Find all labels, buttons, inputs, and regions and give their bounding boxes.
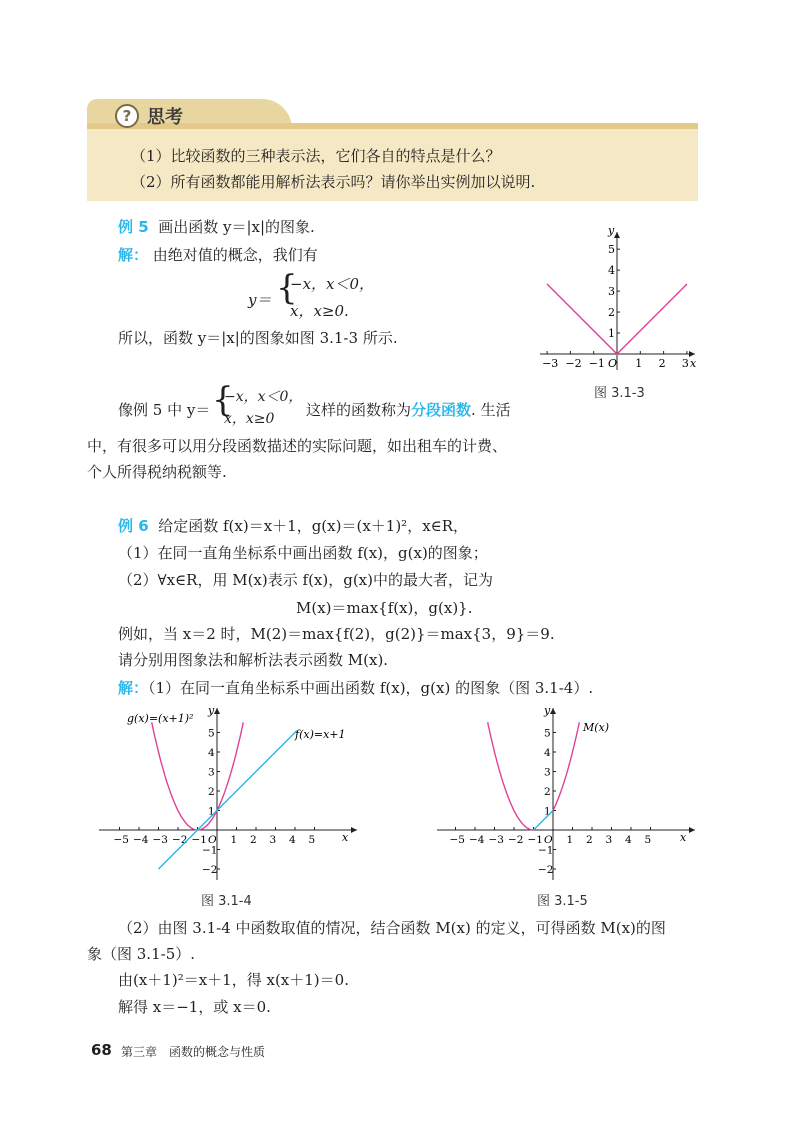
example6-line-2: （1）在同一直角坐标系中画出函数 f(x)，g(x)的图象； <box>118 544 488 562</box>
example5-conclusion: 所以，函数 y＝|x|的图象如图 3.1-3 所示. <box>118 329 398 347</box>
x-tick-label: 4 <box>289 834 296 846</box>
paragraph-case-1: −x，x＜0， <box>224 389 303 405</box>
figure-3-1-3 <box>530 220 700 380</box>
x-tick-label: 2 <box>658 357 666 370</box>
example5-label: 例 5 <box>118 218 149 236</box>
solution-4: 解得 x＝−1，或 x＝0. <box>118 998 271 1016</box>
paragraph-rest: . 生活 <box>471 401 511 419</box>
y-tick-label: 4 <box>544 747 551 759</box>
example6-line-3: （2）∀x∈R，用 M(x)表示 f(x)，g(x)中的最大者，记为 <box>118 571 493 589</box>
paragraph-mid <box>306 400 511 420</box>
x-axis-label: x <box>690 357 697 370</box>
x-tick-label: −3 <box>542 357 559 370</box>
x-tick-label: 5 <box>644 834 652 846</box>
y-tick-label: −2 <box>202 864 218 876</box>
y-tick-label: 1 <box>208 805 215 818</box>
x-tick-label: −1 <box>527 834 543 846</box>
x-tick-label: 1 <box>566 834 574 846</box>
paragraph-mid-text: 这样的函数称为 <box>306 401 412 419</box>
x-tick-label: −4 <box>133 834 149 846</box>
paragraph-line-2: 中，有很多可以用分段函数描述的实际问题，如出租车的计费、 <box>87 437 508 455</box>
example6-line-6: 请分别用图象法和解析法表示函数 M(x). <box>118 651 389 669</box>
y-axis-arrow <box>214 708 220 714</box>
x-axis-arrow <box>351 827 357 833</box>
solution-label: 解： <box>118 246 149 264</box>
f-line <box>159 731 297 869</box>
y-tick-label: −1 <box>538 844 554 857</box>
example5-heading <box>118 217 315 237</box>
think-question-2: （2）所有函数都能用解析法表示吗？请你举出实例加以说明. <box>131 173 536 191</box>
y-tick-label: 3 <box>208 766 215 779</box>
y-tick-label: 5 <box>608 243 615 257</box>
solution-text: 由绝对值的概念，我们有 <box>152 246 318 264</box>
x-tick-label: 1 <box>635 357 643 370</box>
y-tick-label: 1 <box>608 327 615 341</box>
y-tick-label: 3 <box>608 285 615 299</box>
solution6-label: 解： <box>118 679 149 697</box>
figure-3-1-5 <box>433 700 703 885</box>
x-tick-label: 1 <box>230 834 238 846</box>
x-tick-label: −4 <box>469 834 485 846</box>
piecewise-brace: { <box>276 268 298 308</box>
figure-3-1-4 <box>95 700 365 885</box>
y-tick-label: 3 <box>544 766 551 779</box>
paragraph-line-3: 个人所得税纳税额等. <box>87 463 227 481</box>
x-tick-label: −2 <box>172 834 188 846</box>
g-curve <box>152 722 244 830</box>
piecewise-case-1: −x，x＜0， <box>290 275 375 293</box>
y-tick-label: 4 <box>608 264 615 278</box>
y-axis-label: y <box>208 704 215 717</box>
piecewise-case-2: x，x≥0. <box>290 302 349 320</box>
f-label: f(x)=x+1 <box>295 728 346 741</box>
chapter-title: 第三章 函数的概念与性质 <box>121 1045 266 1059</box>
x-axis-arrow <box>689 827 695 833</box>
example5-text: 画出函数 y＝|x|的图象. <box>158 218 315 236</box>
x-tick-label: 2 <box>586 834 593 846</box>
m-label: M(x) <box>583 721 610 734</box>
piecewise-y: y＝ <box>248 291 272 309</box>
y-axis-label: y <box>608 224 615 237</box>
page-number: 68 <box>91 1041 112 1059</box>
y-axis-arrow <box>550 708 556 714</box>
x-tick-label: O <box>544 834 553 846</box>
solution6-text: （1）在同一直角坐标系中画出函数 f(x)，g(x) 的图象（图 3.1-4）. <box>148 679 594 697</box>
x-tick-label: −2 <box>508 834 524 846</box>
y-tick-label: 5 <box>208 727 215 740</box>
y-axis-arrow <box>614 232 620 238</box>
x-tick-label: 5 <box>308 834 316 846</box>
question-icon: ? <box>115 104 139 128</box>
x-axis-label: x <box>342 831 349 844</box>
solution-3: 由(x＋1)²＝x＋1，得 x(x＋1)＝0. <box>118 971 349 989</box>
x-tick-label: 2 <box>250 834 257 846</box>
x-axis-label: x <box>680 831 687 844</box>
example6-heading <box>118 516 468 536</box>
y-tick-label: 4 <box>208 747 215 759</box>
term-piecewise: 分段函数 <box>411 401 472 419</box>
example6-label: 例 6 <box>118 517 149 535</box>
y-tick-label: −2 <box>538 864 554 876</box>
x-tick-label: 3 <box>605 834 613 846</box>
m-left-curve <box>488 722 534 830</box>
x-tick-label: 4 <box>625 834 632 846</box>
y-tick-label: −1 <box>202 844 218 857</box>
solution-2-line-a: （2）由图 3.1-4 中函数取值的情况，结合函数 M(x) 的定义，可得函数 M(x)的图 <box>118 919 666 937</box>
x-tick-label: −1 <box>588 357 605 370</box>
x-tick-label: −5 <box>113 834 129 846</box>
y-tick-label: 5 <box>544 727 551 740</box>
figure-3-1-5-caption: 图 3.1-5 <box>537 894 588 909</box>
m-right-curve <box>553 722 579 810</box>
y-tick-label: 2 <box>544 786 551 798</box>
example6-text: 给定函数 f(x)＝x＋1，g(x)＝(x＋1)²，x∈R， <box>158 517 469 535</box>
example6-line-5: 例如，当 x＝2 时，M(2)＝max{f(2)，g(2)}＝max{3，9}＝9. <box>118 625 555 643</box>
y-tick-label: 2 <box>208 786 215 798</box>
x-tick-label: 3 <box>269 834 277 846</box>
example6-line-4: M(x)＝max{f(x)，g(x)}. <box>296 599 473 617</box>
solution-2-line-b: 象（图 3.1-5）. <box>87 945 196 963</box>
think-question-1: （1）比较函数的三种表示法，它们各自的特点是什么？ <box>131 147 501 165</box>
y-axis-label: y <box>544 704 551 717</box>
x-tick-label: −3 <box>488 834 504 846</box>
example6-solution <box>118 678 593 698</box>
g-label: g(x)=(x+1)² <box>127 712 194 725</box>
paragraph-prefix: 像例 5 中 y＝ <box>118 401 211 419</box>
x-tick-label: −3 <box>152 834 168 846</box>
figure-3-1-4-caption: 图 3.1-4 <box>201 894 252 909</box>
x-tick-label: −1 <box>191 834 207 846</box>
think-title: 思考 <box>147 107 183 128</box>
x-tick-label: −2 <box>565 357 582 370</box>
x-tick-label: O <box>608 357 618 370</box>
y-tick-label: 1 <box>544 805 551 818</box>
paragraph-case-2: x，x≥0 <box>224 411 275 427</box>
y-tick-label: 2 <box>608 306 615 320</box>
x-tick-label: −5 <box>449 834 465 846</box>
paragraph-brace: { <box>212 380 234 420</box>
example5-solution <box>118 245 318 265</box>
figure-3-1-3-caption: 图 3.1-3 <box>594 386 645 401</box>
x-tick-label: O <box>208 834 217 846</box>
x-tick-label: 3 <box>681 357 689 370</box>
